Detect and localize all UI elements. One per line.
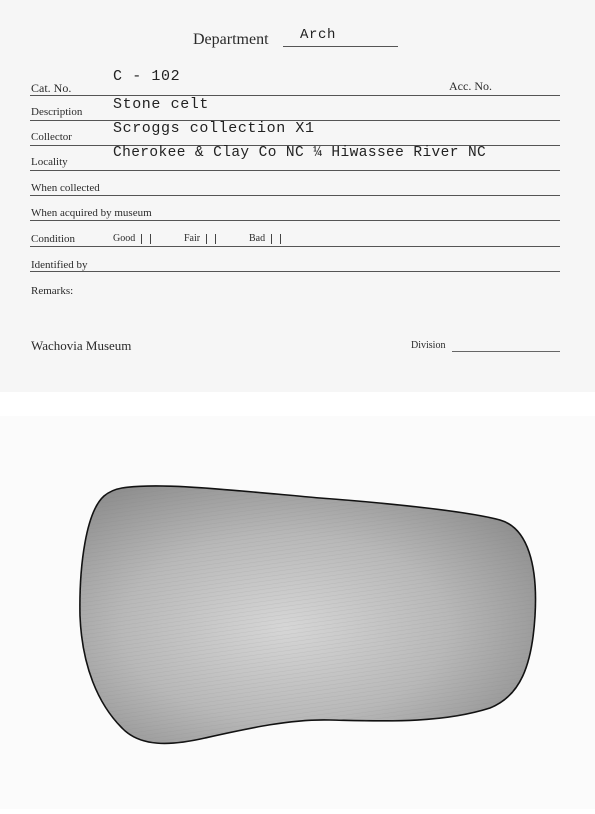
identified-by-label: Identified by bbox=[31, 259, 88, 271]
condition-line bbox=[30, 246, 560, 247]
condition-fair-checkbox[interactable] bbox=[206, 234, 216, 244]
celt-hatching bbox=[80, 486, 536, 744]
cat-no-value: C - 102 bbox=[113, 68, 181, 85]
when-collected-line bbox=[30, 195, 560, 196]
stone-celt-drawing bbox=[0, 416, 595, 809]
condition-label: Condition bbox=[31, 233, 76, 245]
cat-no-line bbox=[30, 95, 560, 96]
condition-good bbox=[113, 233, 151, 244]
division-label: Division bbox=[411, 340, 446, 351]
condition-good-checkbox[interactable] bbox=[141, 234, 151, 244]
locality-line bbox=[30, 170, 560, 171]
locality-value: Cherokee & Clay Co NC ¼ Hiwassee River NC bbox=[113, 145, 487, 161]
condition-good-label: Good bbox=[113, 233, 136, 244]
description-value: Stone celt bbox=[113, 96, 210, 113]
condition-bad bbox=[249, 233, 281, 244]
remarks-label: Remarks: bbox=[31, 285, 74, 297]
department-value: Arch bbox=[300, 27, 337, 43]
condition-bad-label: Bad bbox=[249, 233, 266, 244]
condition-fair bbox=[184, 233, 216, 244]
identified-by-line bbox=[30, 271, 560, 272]
condition-fair-label: Fair bbox=[184, 233, 201, 244]
museum-name: Wachovia Museum bbox=[31, 338, 132, 353]
acc-no-label: Acc. No. bbox=[449, 79, 492, 93]
when-collected-label: When collected bbox=[31, 182, 100, 194]
division-line bbox=[452, 351, 560, 352]
catalog-card bbox=[0, 0, 595, 392]
when-acquired-line bbox=[30, 220, 560, 221]
when-acquired-label: When acquired by museum bbox=[31, 207, 152, 219]
description-label: Description bbox=[31, 106, 83, 118]
condition-bad-checkbox[interactable] bbox=[271, 234, 281, 244]
celt-drawing-panel bbox=[0, 416, 595, 809]
collector-label: Collector bbox=[31, 131, 72, 143]
department-line bbox=[283, 46, 398, 47]
cat-no-label: Cat. No. bbox=[31, 81, 72, 95]
department-label: Department bbox=[193, 31, 269, 48]
collector-value: Scroggs collection X1 bbox=[113, 120, 315, 137]
locality-label: Locality bbox=[31, 156, 68, 168]
